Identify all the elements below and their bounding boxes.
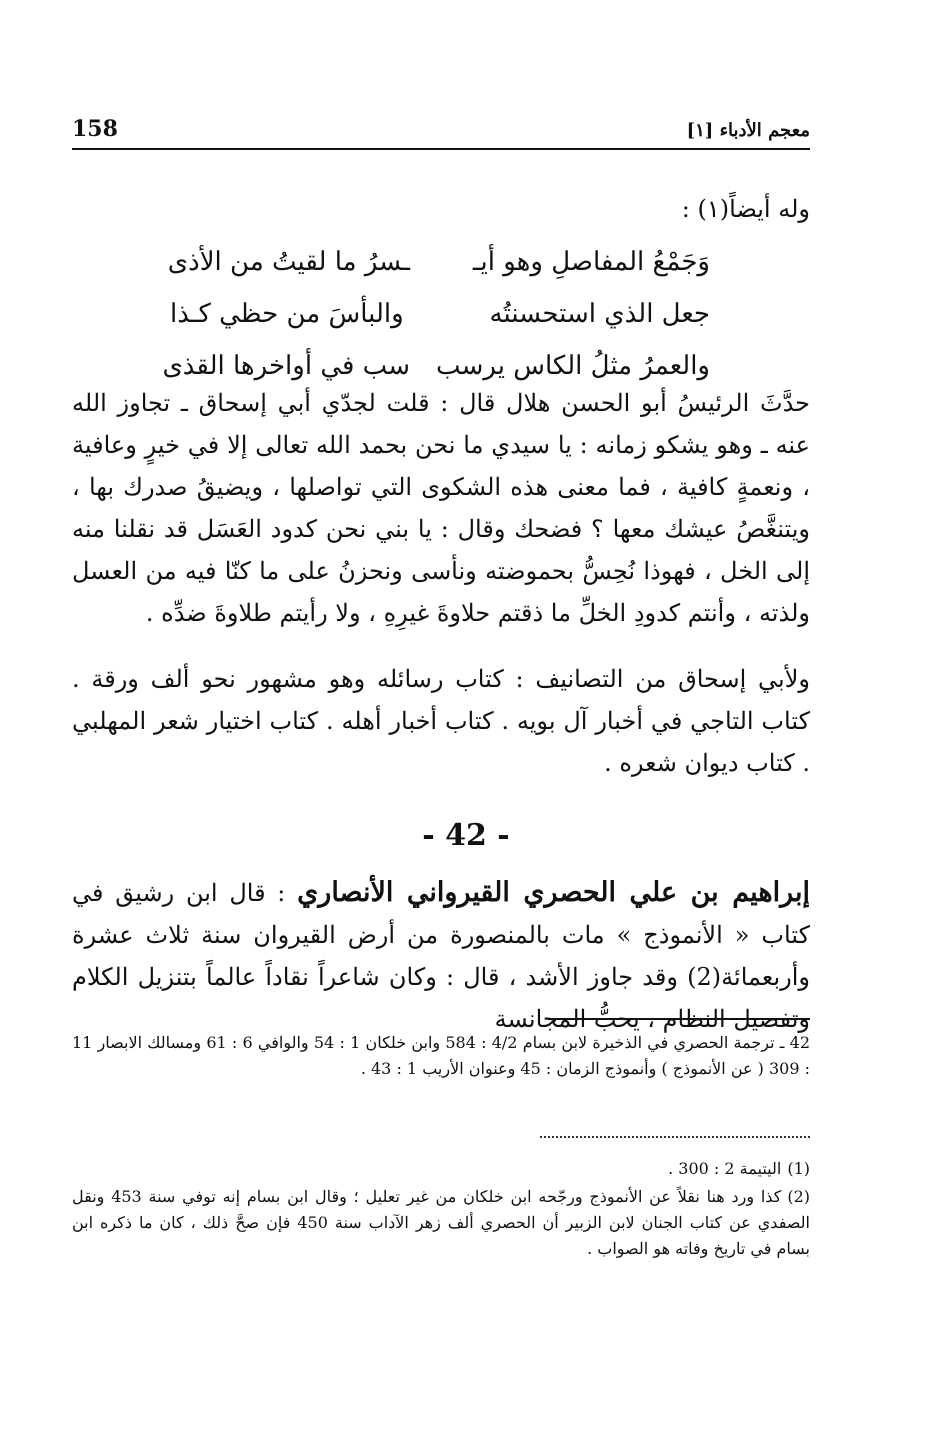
footnote-text: كذا ورد هنا نقلاً عن الأنموذج ورجّحه ابن خلكان من غير تعليل ؛ وقال ابن بسام إنه توفي سنة 453 ونقل الصفدي عن كتاب الجنان لابن الزبير أن الحصري ألف زهر الآداب سنة 450 فإن صحَّ ذلك ، كان ما ذكره ابن بسام في تاريخ وفاته هو الصواب . [72,1187,810,1258]
page-header [72,112,810,150]
verse-first-half: وَجَمْعُ المفاصلِ وهو أيـ [472,247,710,277]
poem-verse [167,236,710,288]
anecdote-paragraph: حدَّثَ الرئيسُ أبو الحسن هلال قال : قلت لجدّي أبي إسحاق ـ تجاوز الله عنه ـ وهو يشكو زمانه : يا سيدي ما نحن بحمد الله تعالى إلا في خيرٍ وعافية ، ونعمةٍ كافية ، فما معنى هذه الشكوى التي تواصلها ، ويضيقُ صدرك بها ، ويتنغَّصُ عيشك معها ؟ فضحك وقال : يا بني نحن كدود العَسَل قد نقلنا منه إلى الخل ، فهوذا نُحِسُّ بحموضته ونأسى ونحزنُ على ما كنّا فيه من العسل ولذته ، وأنتم كدودِ الخلِّ ما ذقتم حلاوةَ غيرِهِ ، ولا رأيتم طلاوةَ ضدِّه . [72,389,811,627]
verse-first-half: جعل الذي استحسنتُه [489,299,710,329]
footnote-marker: (2) [787,1187,811,1206]
footnote-divider [548,1018,810,1020]
footnote-dotted-divider [540,1136,810,1138]
footnote-marker: (1) [787,1159,810,1178]
entry-sources-footnote: 42 ـ ترجمة الحصري في الذخيرة لابن بسام 4/2 : 584 وابن خلكان 1 : 54 والوافي 6 : 61 ومسالك الابصار 11 : 309 ( عن الأنموذج ) وأنموذج الزمان : 45 وعنوان الأريب 1 : 43 . [72,1033,811,1078]
footnote-2 [72,1184,810,1262]
footnote-1 [72,1156,810,1182]
page-number: 158 [72,116,118,142]
verse-second-half: والبأسَ من حظي كـذا [170,299,404,329]
works-paragraph: ولأبي إسحاق من التصانيف : كتاب رسائله وهو مشهور نحو ألف ورقة . كتاب التاجي في أخبار آل بويه . كتاب أخبار أهله . كتاب اختيار شعر المهلبي . كتاب ديوان شعره . [72,665,810,777]
entry-number: - 42 - [422,818,510,853]
running-title: معجم الأدباء [١] [686,120,810,141]
poem-intro: وله أيضاً(١) : [681,195,810,223]
verse-second-half: سب في أواخرها القذى [162,351,410,381]
entry-paragraph [72,872,810,1040]
entry-text: : قال ابن رشيق في كتاب « الأنموذج » مات بالمنصورة من أرض القيروان سنة ثلاث عشرة وأربعمائة(2) وقد جاوز الأشد ، قال : وكان شاعراً نقاداً عالماً بتنزيل الكلام وتفصيل النظام ، يحبُّ المجانسة [72,879,810,1033]
poem-verse [170,288,710,340]
verse-second-half: ـسرُ ما لقيتُ من الأذى [167,247,410,277]
entry-name: إبراهيم بن علي الحصري القيرواني الأنصاري [297,877,810,908]
footnote-text: اليتيمة 2 : 300 . [668,1159,782,1178]
verse-first-half: والعمرُ مثلُ الكاس يرسب [436,351,710,381]
poem [162,236,710,392]
